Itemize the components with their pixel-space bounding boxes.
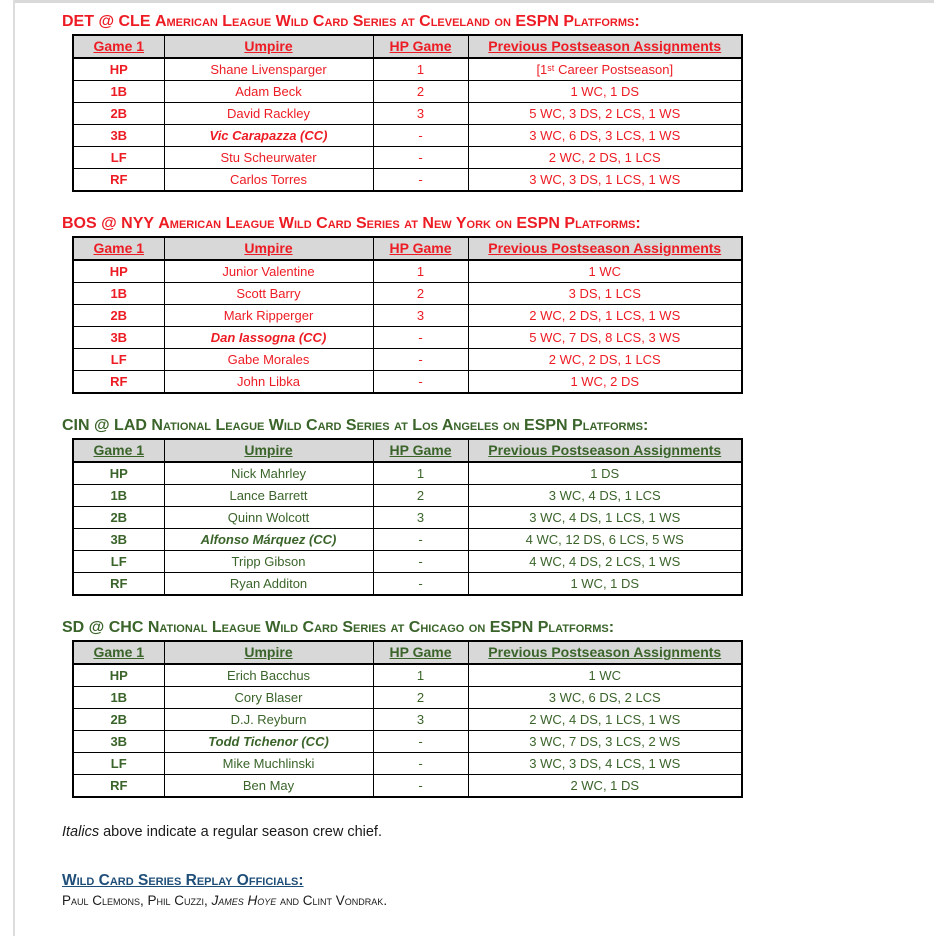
position-cell: 3B bbox=[73, 529, 164, 551]
series-sections bbox=[62, 12, 914, 798]
series-teams: BOS @ NYY bbox=[62, 215, 154, 232]
umpire-row bbox=[73, 260, 742, 283]
previous-assignments-cell: 5 WC, 7 DS, 8 LCS, 3 WS bbox=[468, 327, 742, 349]
hp-game-cell: - bbox=[373, 371, 468, 394]
replay-names-before: Paul Clemons, Phil Cuzzi, bbox=[62, 893, 212, 908]
series-section bbox=[62, 618, 914, 798]
series-title bbox=[62, 214, 914, 233]
umpire-cell: D.J. Reyburn bbox=[164, 709, 373, 731]
hp-game-cell: - bbox=[373, 327, 468, 349]
series-network: ESPN bbox=[524, 417, 568, 434]
replay-names-after: and Clint Vondrak. bbox=[276, 893, 388, 908]
page-edge-left bbox=[13, 0, 15, 936]
position-cell: 2B bbox=[73, 305, 164, 327]
column-header: HP Game bbox=[373, 439, 468, 462]
column-header: Previous Postseason Assignments bbox=[468, 439, 742, 462]
previous-assignments-cell: 3 WC, 3 DS, 4 LCS, 1 WS bbox=[468, 753, 742, 775]
umpire-cell: Vic Carapazza (CC) bbox=[164, 125, 373, 147]
position-cell: 1B bbox=[73, 485, 164, 507]
previous-assignments-cell: 3 WC, 3 DS, 1 LCS, 1 WS bbox=[468, 169, 742, 192]
previous-assignments-cell: 2 WC, 2 DS, 1 LCS bbox=[468, 147, 742, 169]
position-cell: HP bbox=[73, 462, 164, 485]
series-network: ESPN bbox=[516, 215, 560, 232]
column-header: HP Game bbox=[373, 35, 468, 58]
column-header: Previous Postseason Assignments bbox=[468, 237, 742, 260]
column-header: Umpire bbox=[164, 439, 373, 462]
series-teams: SD @ CHC bbox=[62, 619, 144, 636]
position-cell: HP bbox=[73, 58, 164, 81]
column-header: Game 1 bbox=[73, 35, 164, 58]
umpire-table bbox=[72, 438, 743, 596]
previous-assignments-cell: 2 WC, 2 DS, 1 LCS, 1 WS bbox=[468, 305, 742, 327]
umpire-row bbox=[73, 573, 742, 596]
umpire-row bbox=[73, 327, 742, 349]
position-cell: HP bbox=[73, 260, 164, 283]
series-section bbox=[62, 12, 914, 192]
position-cell: LF bbox=[73, 551, 164, 573]
column-header: Game 1 bbox=[73, 237, 164, 260]
series-tail: Platforms: bbox=[537, 619, 615, 636]
umpire-row bbox=[73, 103, 742, 125]
column-header: Umpire bbox=[164, 237, 373, 260]
previous-assignments-cell: 1 WC bbox=[468, 260, 742, 283]
series-teams: DET @ CLE bbox=[62, 13, 151, 30]
umpire-cell: Adam Beck bbox=[164, 81, 373, 103]
umpire-cell: Carlos Torres bbox=[164, 169, 373, 192]
hp-game-cell: 3 bbox=[373, 305, 468, 327]
hp-game-cell: - bbox=[373, 775, 468, 798]
previous-assignments-cell: [1ˢᵗ Career Postseason] bbox=[468, 58, 742, 81]
previous-assignments-cell: 3 WC, 6 DS, 3 LCS, 1 WS bbox=[468, 125, 742, 147]
umpire-cell: Scott Barry bbox=[164, 283, 373, 305]
position-cell: LF bbox=[73, 147, 164, 169]
column-header: HP Game bbox=[373, 641, 468, 664]
table-header-row bbox=[73, 35, 742, 58]
position-cell: 2B bbox=[73, 103, 164, 125]
umpire-cell: Nick Mahrley bbox=[164, 462, 373, 485]
hp-game-cell: - bbox=[373, 573, 468, 596]
umpire-row bbox=[73, 147, 742, 169]
hp-game-cell: - bbox=[373, 753, 468, 775]
position-cell: 1B bbox=[73, 687, 164, 709]
umpire-table bbox=[72, 34, 743, 192]
umpire-cell: John Libka bbox=[164, 371, 373, 394]
umpire-table bbox=[72, 640, 743, 798]
umpire-cell: Alfonso Márquez (CC) bbox=[164, 529, 373, 551]
umpire-cell: Quinn Wolcott bbox=[164, 507, 373, 529]
column-header: Umpire bbox=[164, 641, 373, 664]
series-middle: American League Wild Card Series at Cleveland on bbox=[154, 13, 511, 30]
hp-game-cell: - bbox=[373, 169, 468, 192]
position-cell: LF bbox=[73, 349, 164, 371]
previous-assignments-cell: 4 WC, 12 DS, 6 LCS, 5 WS bbox=[468, 529, 742, 551]
note-rest: above indicate a regular season crew chief. bbox=[99, 824, 382, 840]
umpire-cell: Stu Scheurwater bbox=[164, 147, 373, 169]
previous-assignments-cell: 3 WC, 6 DS, 2 LCS bbox=[468, 687, 742, 709]
position-cell: 1B bbox=[73, 283, 164, 305]
note-italics-word: Italics bbox=[62, 824, 100, 840]
hp-game-cell: 2 bbox=[373, 81, 468, 103]
previous-assignments-cell: 5 WC, 3 DS, 2 LCS, 1 WS bbox=[468, 103, 742, 125]
table-header-row bbox=[73, 641, 742, 664]
series-section bbox=[62, 416, 914, 596]
crew-chief-note bbox=[62, 824, 914, 841]
hp-game-cell: - bbox=[373, 125, 468, 147]
hp-game-cell: 1 bbox=[373, 58, 468, 81]
hp-game-cell: 1 bbox=[373, 664, 468, 687]
hp-game-cell: - bbox=[373, 529, 468, 551]
position-cell: 3B bbox=[73, 731, 164, 753]
umpire-table bbox=[72, 236, 743, 394]
umpire-row bbox=[73, 731, 742, 753]
umpire-row bbox=[73, 371, 742, 394]
series-middle: American League Wild Card Series at New York on bbox=[158, 215, 512, 232]
document-page bbox=[62, 12, 914, 909]
umpire-cell: Todd Tichenor (CC) bbox=[164, 731, 373, 753]
umpire-cell: Ryan Additon bbox=[164, 573, 373, 596]
previous-assignments-cell: 3 DS, 1 LCS bbox=[468, 283, 742, 305]
umpire-row bbox=[73, 709, 742, 731]
previous-assignments-cell: 1 WC, 2 DS bbox=[468, 371, 742, 394]
umpire-row bbox=[73, 507, 742, 529]
previous-assignments-cell: 3 WC, 4 DS, 1 LCS bbox=[468, 485, 742, 507]
series-middle: National League Wild Card Series at Chicago on bbox=[147, 619, 486, 636]
previous-assignments-cell: 1 WC, 1 DS bbox=[468, 573, 742, 596]
position-cell: RF bbox=[73, 775, 164, 798]
hp-game-cell: 2 bbox=[373, 283, 468, 305]
column-header: Game 1 bbox=[73, 641, 164, 664]
umpire-cell: Erich Bacchus bbox=[164, 664, 373, 687]
umpire-row bbox=[73, 529, 742, 551]
previous-assignments-cell: 4 WC, 4 DS, 2 LCS, 1 WS bbox=[468, 551, 742, 573]
hp-game-cell: 2 bbox=[373, 485, 468, 507]
series-network: ESPN bbox=[515, 13, 559, 30]
column-header: HP Game bbox=[373, 237, 468, 260]
hp-game-cell: 3 bbox=[373, 709, 468, 731]
position-cell: RF bbox=[73, 169, 164, 192]
position-cell: RF bbox=[73, 573, 164, 596]
umpire-row bbox=[73, 305, 742, 327]
column-header: Previous Postseason Assignments bbox=[468, 641, 742, 664]
umpire-cell: Mark Ripperger bbox=[164, 305, 373, 327]
umpire-row bbox=[73, 125, 742, 147]
series-title bbox=[62, 12, 914, 31]
umpire-row bbox=[73, 283, 742, 305]
hp-game-cell: - bbox=[373, 551, 468, 573]
previous-assignments-cell: 1 WC, 1 DS bbox=[468, 81, 742, 103]
series-tail: Platforms: bbox=[572, 417, 649, 434]
series-title bbox=[62, 618, 914, 637]
series-middle: National League Wild Card Series at Los Angeles on bbox=[151, 417, 520, 434]
previous-assignments-cell: 3 WC, 4 DS, 1 LCS, 1 WS bbox=[468, 507, 742, 529]
series-teams: CIN @ LAD bbox=[62, 417, 147, 434]
hp-game-cell: 1 bbox=[373, 260, 468, 283]
previous-assignments-cell: 3 WC, 7 DS, 3 LCS, 2 WS bbox=[468, 731, 742, 753]
position-cell: 1B bbox=[73, 81, 164, 103]
umpire-cell: Lance Barrett bbox=[164, 485, 373, 507]
position-cell: LF bbox=[73, 753, 164, 775]
series-tail: Platforms: bbox=[564, 215, 641, 232]
umpire-row bbox=[73, 81, 742, 103]
position-cell: 3B bbox=[73, 327, 164, 349]
hp-game-cell: 1 bbox=[373, 462, 468, 485]
table-header-row bbox=[73, 237, 742, 260]
position-cell: 2B bbox=[73, 507, 164, 529]
umpire-row bbox=[73, 753, 742, 775]
umpire-cell: Cory Blaser bbox=[164, 687, 373, 709]
umpire-row bbox=[73, 664, 742, 687]
replay-officials-section bbox=[62, 871, 914, 909]
umpire-row bbox=[73, 58, 742, 81]
umpire-row bbox=[73, 462, 742, 485]
column-header: Previous Postseason Assignments bbox=[468, 35, 742, 58]
umpire-cell: David Rackley bbox=[164, 103, 373, 125]
replay-officials-names bbox=[62, 892, 914, 909]
umpire-row bbox=[73, 169, 742, 192]
previous-assignments-cell: 2 WC, 2 DS, 1 LCS bbox=[468, 349, 742, 371]
replay-officials-heading: Wild Card Series Replay Officials: bbox=[62, 872, 304, 889]
hp-game-cell: 3 bbox=[373, 103, 468, 125]
replay-names-italic: James Hoye bbox=[211, 893, 277, 908]
hp-game-cell: 2 bbox=[373, 687, 468, 709]
previous-assignments-cell: 1 DS bbox=[468, 462, 742, 485]
page-edge-top bbox=[13, 0, 934, 3]
column-header: Game 1 bbox=[73, 439, 164, 462]
umpire-cell: Dan Iassogna (CC) bbox=[164, 327, 373, 349]
column-header: Umpire bbox=[164, 35, 373, 58]
umpire-row bbox=[73, 687, 742, 709]
umpire-cell: Ben May bbox=[164, 775, 373, 798]
position-cell: HP bbox=[73, 664, 164, 687]
previous-assignments-cell: 2 WC, 1 DS bbox=[468, 775, 742, 798]
previous-assignments-cell: 2 WC, 4 DS, 1 LCS, 1 WS bbox=[468, 709, 742, 731]
umpire-cell: Shane Livensparger bbox=[164, 58, 373, 81]
position-cell: RF bbox=[73, 371, 164, 394]
umpire-row bbox=[73, 349, 742, 371]
series-title bbox=[62, 416, 914, 435]
previous-assignments-cell: 1 WC bbox=[468, 664, 742, 687]
hp-game-cell: - bbox=[373, 731, 468, 753]
umpire-row bbox=[73, 775, 742, 798]
series-section bbox=[62, 214, 914, 394]
series-network: ESPN bbox=[489, 619, 534, 636]
umpire-cell: Gabe Morales bbox=[164, 349, 373, 371]
hp-game-cell: - bbox=[373, 147, 468, 169]
position-cell: 2B bbox=[73, 709, 164, 731]
series-tail: Platforms: bbox=[563, 13, 640, 30]
table-header-row bbox=[73, 439, 742, 462]
hp-game-cell: 3 bbox=[373, 507, 468, 529]
position-cell: 3B bbox=[73, 125, 164, 147]
hp-game-cell: - bbox=[373, 349, 468, 371]
umpire-cell: Mike Muchlinski bbox=[164, 753, 373, 775]
umpire-cell: Tripp Gibson bbox=[164, 551, 373, 573]
umpire-cell: Junior Valentine bbox=[164, 260, 373, 283]
umpire-row bbox=[73, 485, 742, 507]
umpire-row bbox=[73, 551, 742, 573]
